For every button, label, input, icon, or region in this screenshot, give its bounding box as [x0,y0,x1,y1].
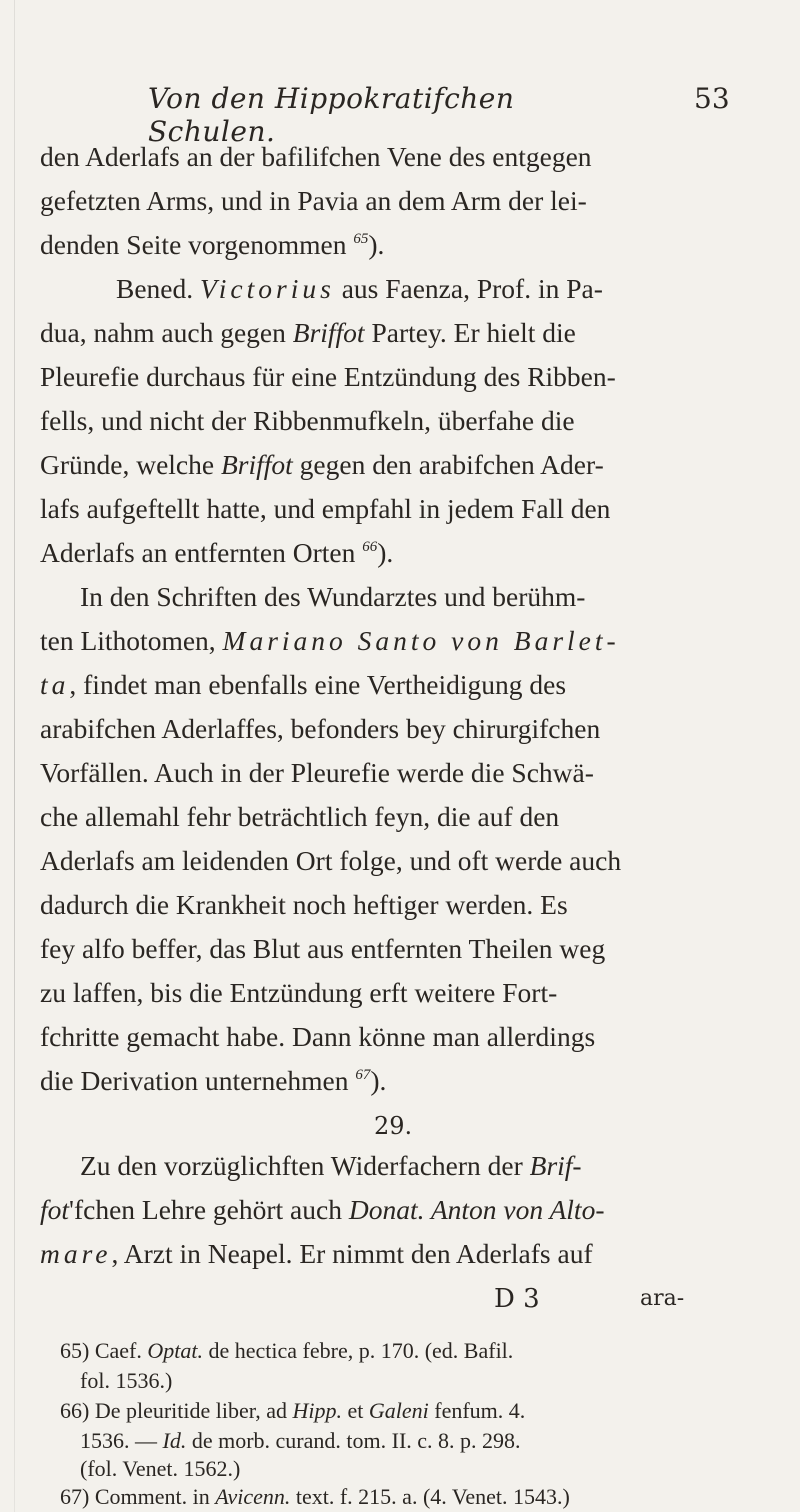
running-title: Von den Hippokratifchen Schulen. [148,82,515,148]
text-span: , findet man ebenfalls eine Vertheidigung des [69,669,567,700]
person-name: Briffot [292,317,365,348]
footnote-ref-65: 65 [353,231,369,247]
text-span: 67) Comment. in [60,1484,216,1509]
text-line [80,1152,582,1180]
text-span: Partey. Er hielt die [364,317,576,348]
text-line [40,1196,604,1224]
text-span: Avicenn. [215,1484,291,1509]
person-name: Victorius [200,273,335,304]
text-line: fchritte gemacht habe. Dann könne man allerdings [40,1021,596,1052]
text-span: ). [368,229,385,260]
text-span: ten Lithotomen, [40,625,223,656]
text-span: Hipp. [292,1398,342,1423]
text-span: Optat. [147,1338,203,1363]
text-line [40,539,393,567]
text-line [40,627,620,655]
text-span: Gründe, welche [40,449,221,480]
text-line: Pleurefie durchaus für eine Entzündung des Ribben- [40,361,616,392]
text-line: fey alfo beffer, das Blut aus entfernten Theilen weg [40,933,606,964]
signature-mark: D 3 [494,1284,540,1314]
text-line: fells, und nicht der Ribbenmufkeln, überfahe die [40,405,575,436]
person-name: Donat. Anton von Alto- [348,1194,605,1225]
text-line [116,275,603,303]
text-line: dadurch die Krankheit noch heftiger werden. Es [40,889,568,920]
text-line: den Aderlafs an der bafilifchen Vene des entgegen [40,141,592,172]
text-line: In den Schriften des Wundarztes und berühm- [80,581,586,612]
text-span: die Derivation unternehmen [40,1065,356,1096]
text-line [40,451,604,479]
text-span: ). [377,537,394,568]
footnote-ref-67: 67 [355,1067,371,1083]
person-name: ta [40,669,70,700]
text-line [40,1240,593,1268]
text-span: de hectica febre, p. 170. (ed. Bafil. [202,1338,514,1363]
page-number: 53 [694,82,730,115]
text-span: Aderlafs an entfernten Orten [40,537,363,568]
text-span: fenfum. 4. [428,1398,526,1423]
text-line [40,231,384,259]
catchword: ara- [640,1286,685,1311]
footnote-65-cont: fol. 1536.) [80,1368,173,1393]
text-line: arabifchen Aderlaffes, befonders bey chirurgifchen [40,713,601,744]
text-span: , Arzt in Neapel. Er nimmt den Aderlafs auf [111,1238,593,1269]
text-line: Vorfällen. Auch in der Pleurefie werde die Schwä- [40,757,594,788]
text-span: Zu den vorzüglichften Widerfachern der [80,1150,530,1181]
text-span: text. f. 215. a. (4. Venet. 1543.) [290,1484,570,1509]
person-name: mare [40,1238,112,1269]
text-span: de morb. curand. tom. II. c. 8. p. 298. [186,1428,521,1453]
text-span: 1536. — [80,1428,163,1453]
footnote-66-cont [80,1430,521,1452]
text-span: Galeni [368,1398,429,1423]
footnote-ref-66: 66 [362,539,378,555]
text-span: et [341,1398,369,1423]
footnote-66 [60,1400,525,1422]
text-span: ). [370,1065,387,1096]
text-span: dua, nahm auch gegen [40,317,293,348]
page-gutter-shadow [14,0,15,1512]
footnote-67 [60,1486,570,1508]
person-name: Briffot [220,449,293,480]
text-span: aus Faenza, Prof. in Pa- [334,273,603,304]
text-line: Aderlafs am leidenden Ort folge, und oft werde auch [40,845,622,876]
text-span: 'fchen Lehre gehört auch [69,1194,349,1225]
text-span: gegen den arabifchen Ader- [292,449,604,480]
text-span: Bened. [116,273,201,304]
person-name: fot [40,1194,70,1225]
text-line [40,671,566,699]
section-number: 29. [374,1112,413,1140]
text-span: Id. [162,1428,187,1453]
text-line: gefetzten Arms, und in Pavia an dem Arm der lei- [40,185,587,216]
footnote-65 [60,1340,513,1362]
text-span: 65) Caef. [60,1338,148,1363]
person-name: Brif- [529,1150,582,1181]
text-span: 66) De pleuritide liber, ad [60,1398,293,1423]
text-line [40,319,576,347]
text-line: zu laffen, bis die Entzündung erft weitere Fort- [40,977,558,1008]
text-span: denden Seite vorgenommen [40,229,354,260]
text-line [40,1067,386,1095]
footnote-66-cont: (fol. Venet. 1562.) [80,1456,241,1481]
text-line: lafs aufgeftellt hatte, und empfahl in jedem Fall den [40,493,611,524]
text-line: che allemahl fehr beträchtlich feyn, die auf den [40,801,560,832]
person-name: Mariano Santo von Barlet- [222,625,620,656]
